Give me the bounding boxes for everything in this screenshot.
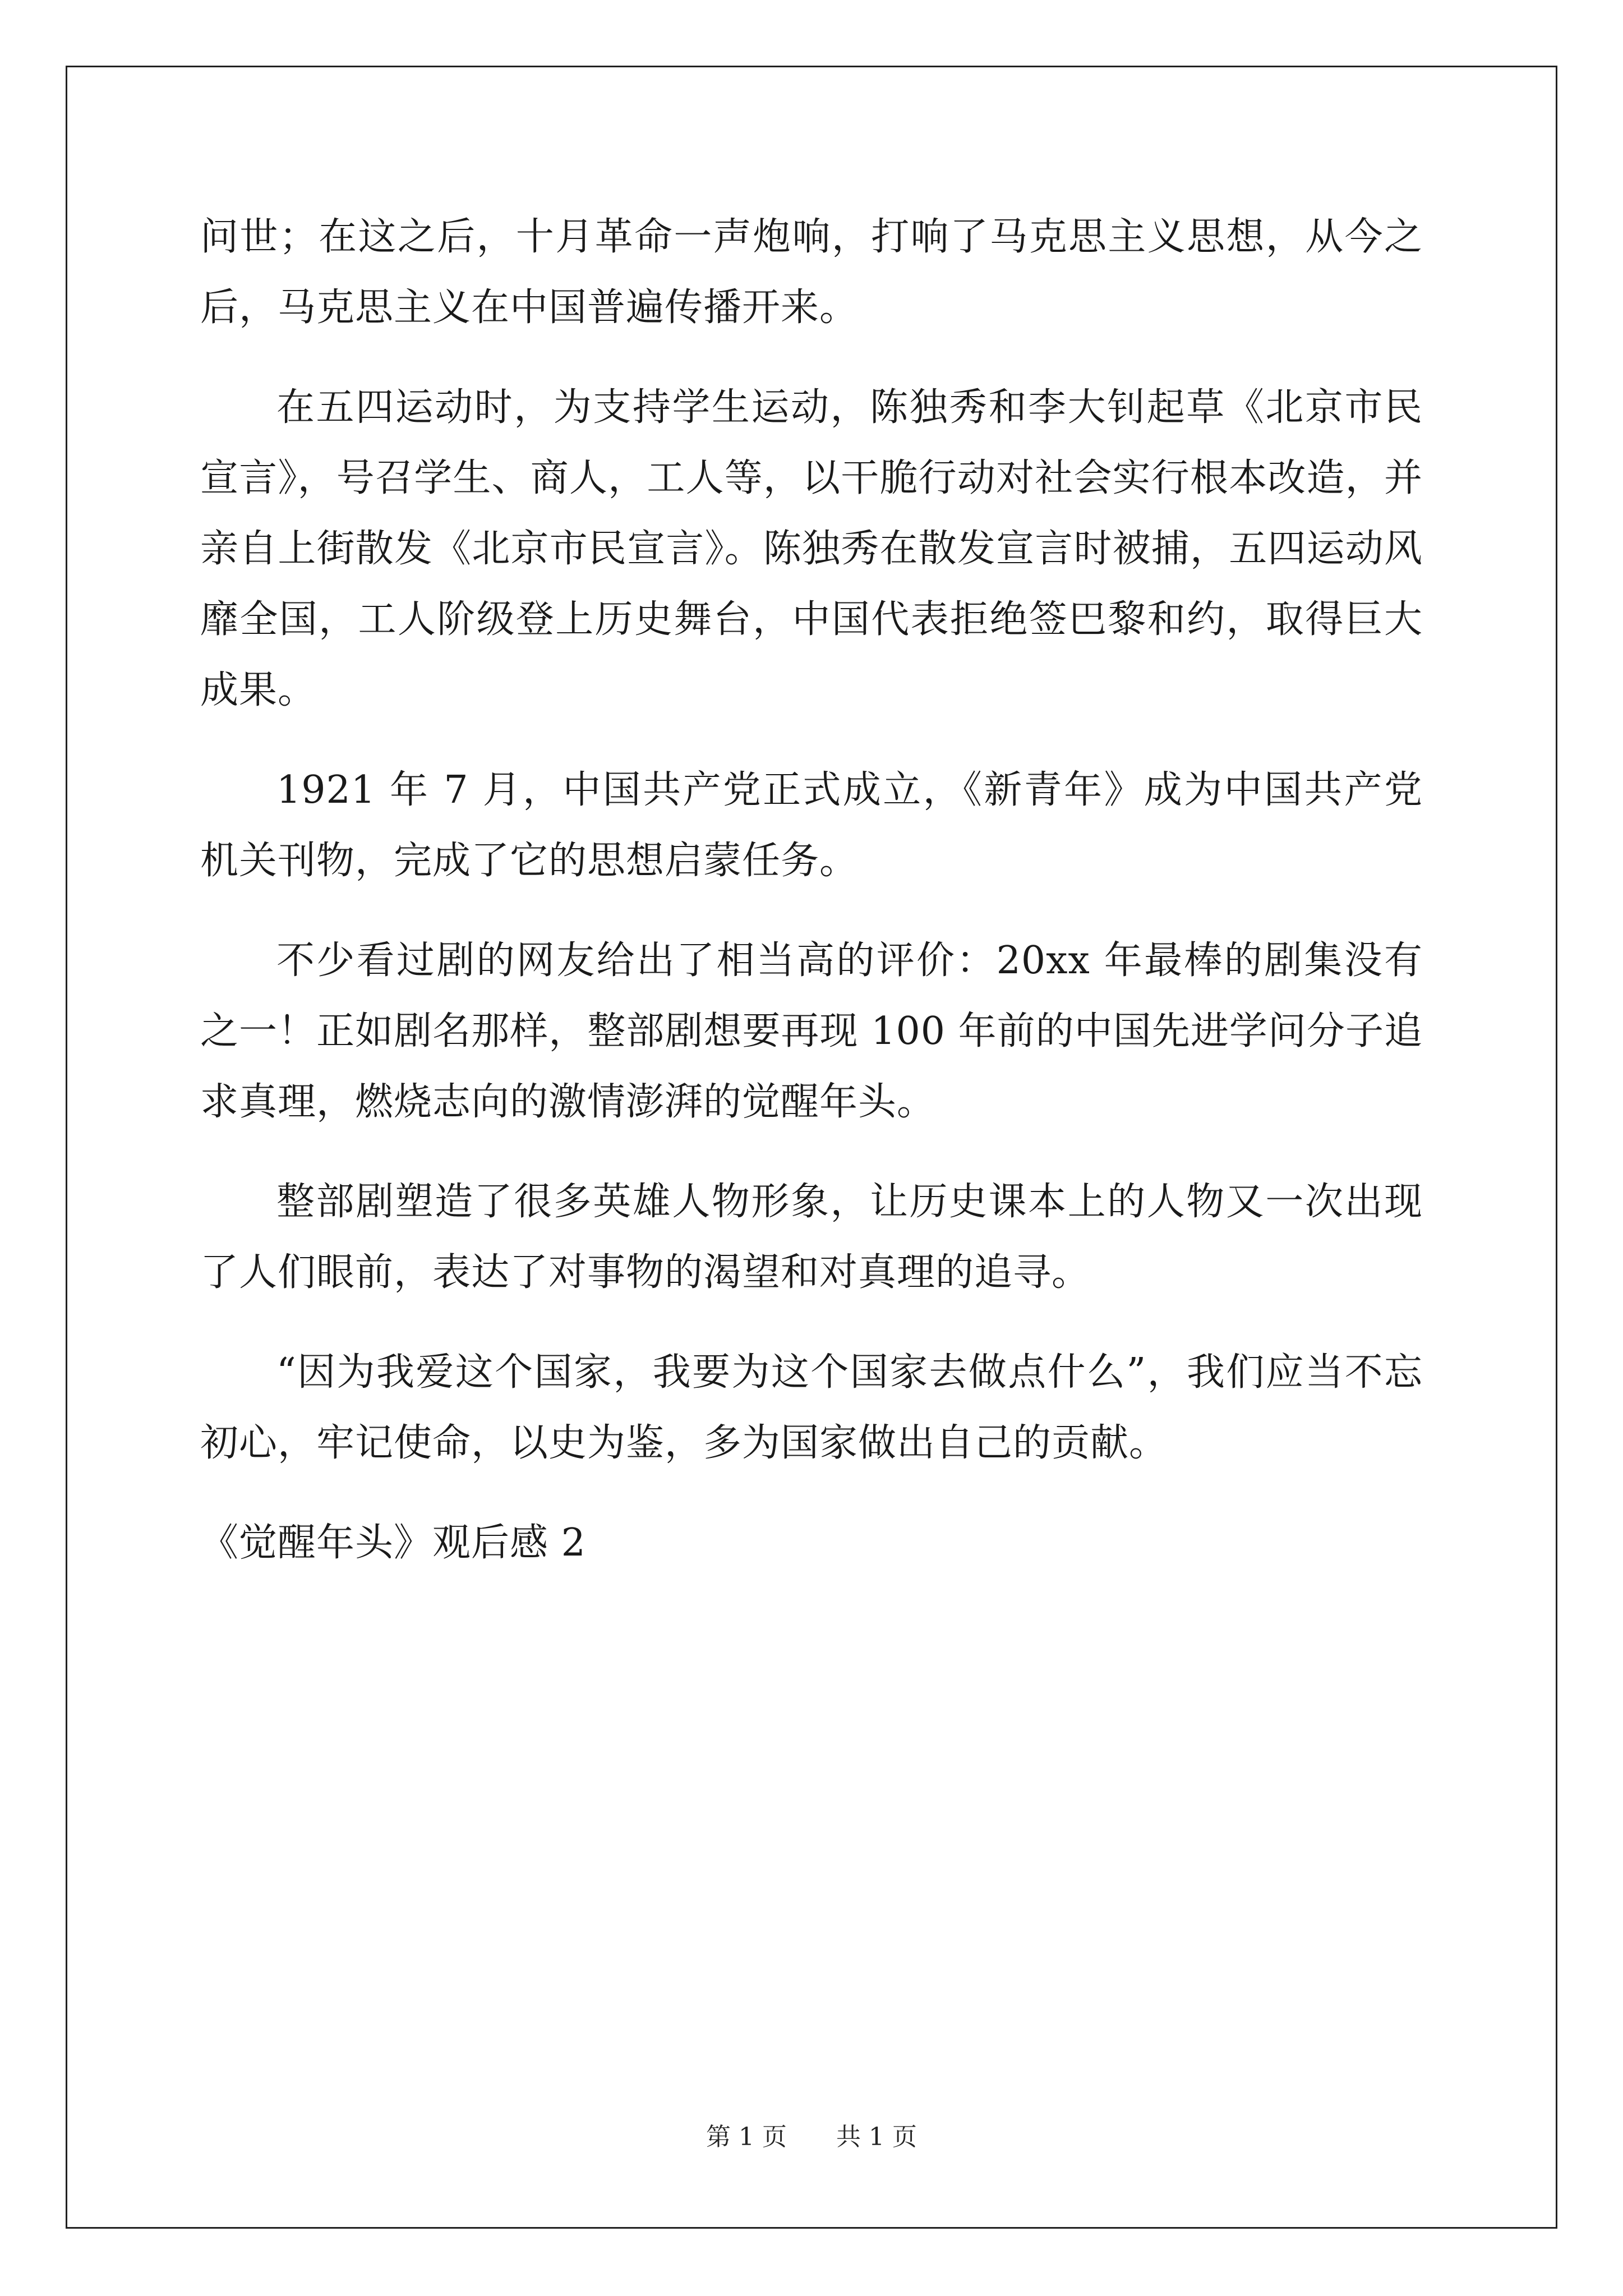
document-body (200, 202, 1423, 1579)
paragraph-1: 问世；在这之后，十月革命一声炮响，打响了马克思主义思想，从今之后，马克思主义在中国普遍传播开来。 (200, 215, 1423, 330)
paragraph-6: “因为我爱这个国家，我要为这个国家去做点什么”，我们应当不忘初心，牢记使命，以史为鉴，多为国家做出自己的贡献。 (200, 1350, 1423, 1465)
section-heading: 《觉醒年头》观后感 2 (200, 1521, 586, 1565)
paragraph-5: 整部剧塑造了很多英雄人物形象，让历史课本上的人物又一次出现了人们眼前，表达了对事物的渴望和对真理的追寻。 (200, 1180, 1423, 1295)
paragraph-3: 1921 年 7 月，中国共产党正式成立，《新青年》成为中国共产党机关刊物，完成了它的思想启蒙任务。 (200, 768, 1423, 883)
paragraph-4: 不少看过剧的网友给出了相当高的评价：20xx 年最棒的剧集没有之一！正如剧名那样，整部剧想要再现 100 年前的中国先进学问分子追求真理，燃烧志向的激情澎湃的觉醒年头。 (200, 938, 1423, 1124)
paragraph-2: 在五四运动时，为支持学生运动，陈独秀和李大钊起草《北京市民宣言》，号召学生、商人，工人等，以干脆行动对社会实行根本改造，并亲自上街散发《北京市民宣言》。陈独秀在散发宣言时被捕，五四运动风靡全国，工人阶级登上历史舞台，中国代表拒绝签巴黎和约，取得巨大成果。 (200, 385, 1423, 712)
page-number-total: 共 1 页 (836, 2123, 917, 2151)
page-number-current: 第 1 页 (706, 2123, 787, 2151)
page-footer (0, 2120, 1623, 2154)
